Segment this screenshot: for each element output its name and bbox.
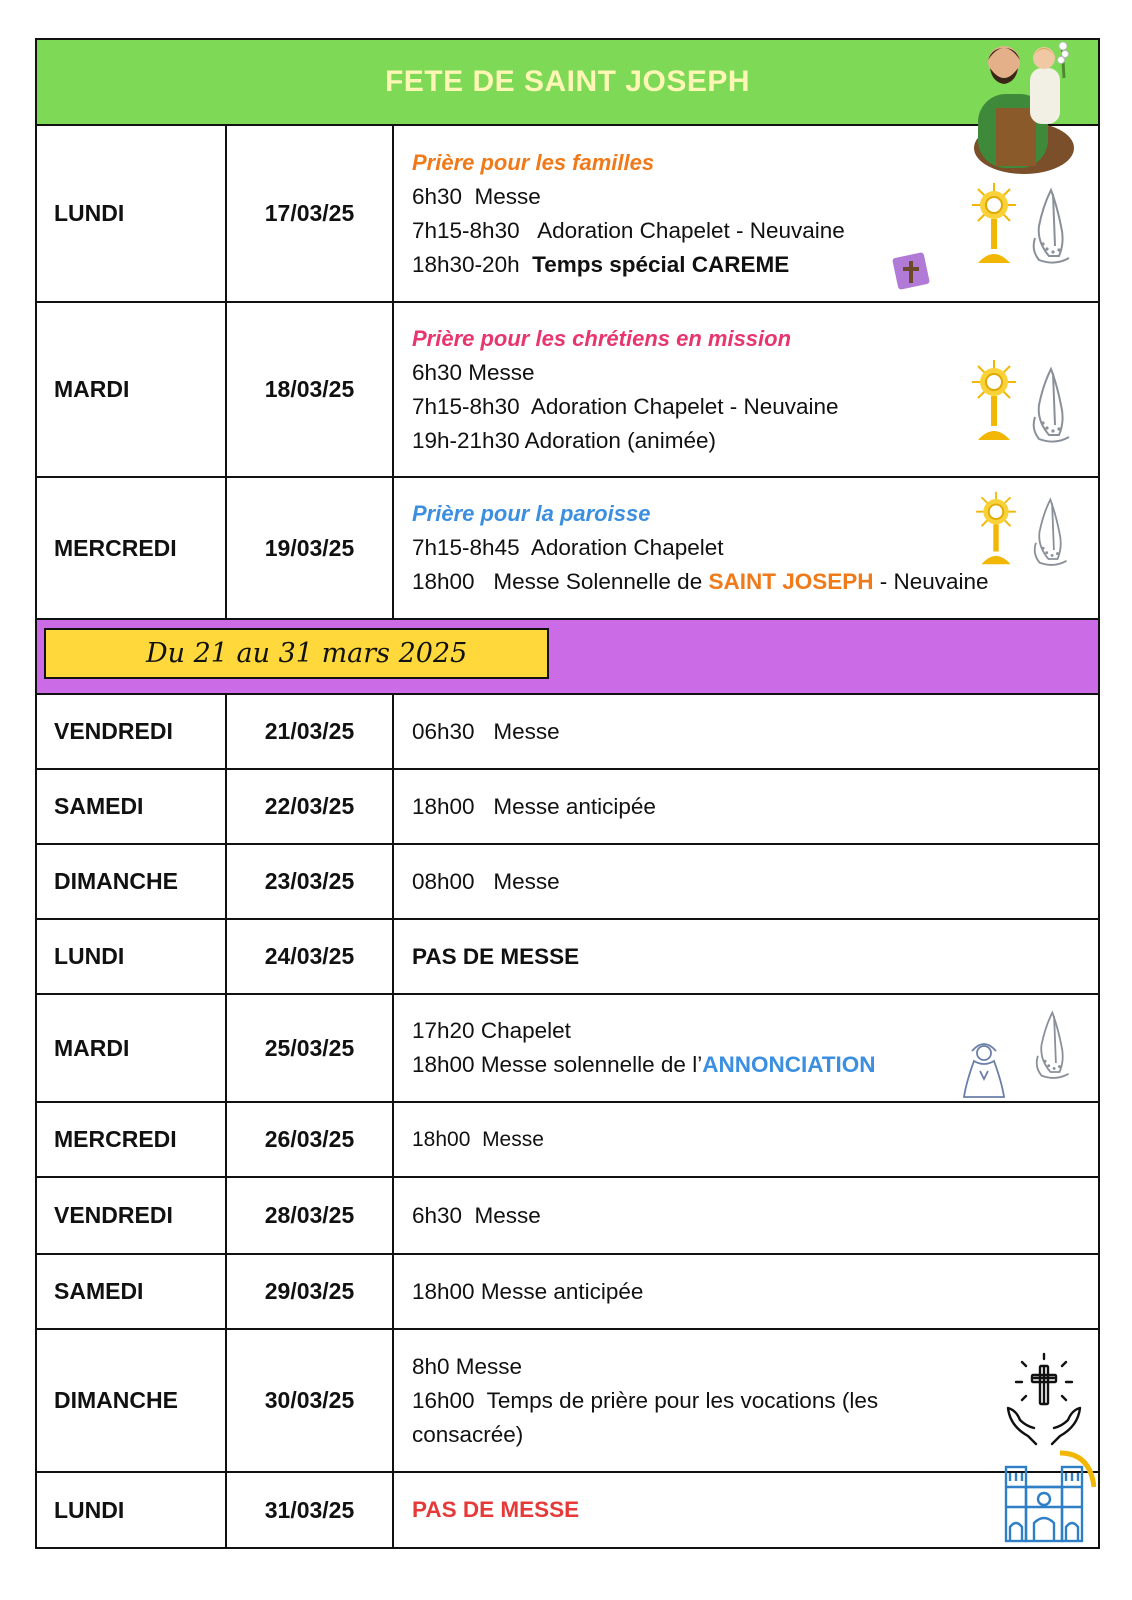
date-cell: 18/03/25 <box>226 302 393 477</box>
info-cell <box>393 694 1099 769</box>
schedule-line: 18h00 Messe anticipée <box>412 1278 644 1304</box>
schedule-row <box>36 1177 1099 1254</box>
day-cell: LUNDI <box>36 919 226 994</box>
info-cell <box>393 994 1099 1102</box>
info-cell <box>393 1254 1099 1329</box>
no-mass-label: PAS DE MESSE <box>412 1497 580 1522</box>
monstrance-icon <box>970 358 1018 442</box>
schedule-line: 19h-21h30 Adoration (animée) <box>412 427 716 453</box>
date-cell: 29/03/25 <box>226 1254 393 1329</box>
schedule-line: 7h15-8h30 Adoration Chapelet - Neuvaine <box>412 217 845 243</box>
day-cell: SAMEDI <box>36 1254 226 1329</box>
info-cell <box>393 1472 1099 1548</box>
schedule-line: 6h30 Messe <box>412 1202 541 1228</box>
schedule-time: 18h30-20h <box>412 251 520 277</box>
prayer-intention: Prière pour la paroisse <box>412 501 651 526</box>
day-cell: VENDREDI <box>36 694 226 769</box>
prayer-intention: Prière pour les familles <box>412 149 655 175</box>
info-cell <box>393 844 1099 919</box>
saint-joseph-highlight: SAINT JOSEPH <box>708 569 874 594</box>
schedule-line: 8h0 Messe <box>412 1353 523 1379</box>
date-cell: 21/03/25 <box>226 694 393 769</box>
date-cell: 28/03/25 <box>226 1177 393 1254</box>
schedule-row <box>36 1254 1099 1329</box>
cross-hands-icon <box>1002 1352 1086 1448</box>
day-cell: MARDI <box>36 302 226 477</box>
schedule-line: 6h30 Messe <box>412 359 535 385</box>
info-cell <box>393 1102 1099 1177</box>
info-cell <box>393 302 1099 477</box>
praying-hands-icon <box>1025 186 1083 266</box>
schedule-row <box>36 694 1099 769</box>
date-cell: 23/03/25 <box>226 844 393 919</box>
day-cell: VENDREDI <box>36 1177 226 1254</box>
date-cell: 30/03/25 <box>226 1329 393 1472</box>
monstrance-icon <box>970 181 1018 265</box>
no-mass-label: PAS DE MESSE <box>412 943 580 969</box>
date-cell: 31/03/25 <box>226 1472 393 1548</box>
virgin-mary-icon <box>958 1039 1010 1099</box>
day-cell: SAMEDI <box>36 769 226 844</box>
period-band-row <box>36 619 1099 694</box>
prayer-intention: Prière pour les chrétiens en mission <box>412 325 792 351</box>
date-cell: 26/03/25 <box>226 1102 393 1177</box>
schedule-row <box>36 769 1099 844</box>
schedule-row <box>36 844 1099 919</box>
info-cell <box>393 125 1099 302</box>
cathedral-icon <box>1000 1447 1096 1545</box>
info-cell <box>393 919 1099 994</box>
schedule-line: 18h00 Messe <box>412 1128 544 1151</box>
info-cell <box>393 1177 1099 1254</box>
date-cell: 24/03/25 <box>226 919 393 994</box>
day-cell: DIMANCHE <box>36 844 226 919</box>
day-cell: MERCREDI <box>36 477 226 619</box>
info-cell <box>393 477 1099 619</box>
schedule-line: 06h30 Messe <box>412 718 560 744</box>
day-cell: MARDI <box>36 994 226 1102</box>
date-cell: 19/03/25 <box>226 477 393 619</box>
title-cell <box>36 39 1099 125</box>
schedule-line: 6h30 Messe <box>412 183 541 209</box>
schedule-row <box>36 125 1099 302</box>
date-cell: 25/03/25 <box>226 994 393 1102</box>
page-title: FETE DE SAINT JOSEPH <box>384 65 751 98</box>
monstrance-icon <box>974 490 1018 566</box>
period-band <box>36 619 1099 694</box>
title-row <box>36 39 1099 125</box>
day-cell: LUNDI <box>36 125 226 302</box>
schedule-text: 18h00 Messe Solennelle de <box>412 569 709 594</box>
schedule-row <box>36 1329 1099 1472</box>
schedule-row <box>36 302 1099 477</box>
info-cell <box>393 1329 1099 1472</box>
day-cell: MERCREDI <box>36 1102 226 1177</box>
praying-hands-icon <box>1027 1009 1083 1081</box>
date-cell: 17/03/25 <box>226 125 393 302</box>
day-cell: DIMANCHE <box>36 1329 226 1472</box>
schedule-line: 7h15-8h30 Adoration Chapelet - Neuvaine <box>412 393 839 419</box>
schedule-line: 7h15-8h45 Adoration Chapelet <box>412 535 724 560</box>
schedule-line: 18h00 Messe anticipée <box>412 793 656 819</box>
schedule-sheet <box>35 38 1098 1549</box>
schedule-line <box>412 565 1080 599</box>
schedule-line: 08h00 Messe <box>412 868 560 894</box>
day-cell: LUNDI <box>36 1472 226 1548</box>
schedule-row <box>36 919 1099 994</box>
period-label: Du 21 au 31 mars 2025 <box>146 638 468 669</box>
date-cell: 22/03/25 <box>226 769 393 844</box>
schedule-row <box>36 1472 1099 1548</box>
schedule-row <box>36 994 1099 1102</box>
schedule-table <box>35 38 1100 1549</box>
info-cell <box>393 769 1099 844</box>
schedule-row <box>36 477 1099 619</box>
schedule-text: 18h00 Messe solennelle de l’ <box>412 1052 703 1077</box>
praying-hands-icon <box>1026 496 1080 568</box>
special-event-label: Temps spécial CAREME <box>532 251 790 277</box>
praying-hands-icon <box>1025 365 1083 445</box>
schedule-row <box>36 1102 1099 1177</box>
schedule-text: - Neuvaine <box>873 569 989 594</box>
schedule-line: 17h20 Chapelet <box>412 1018 571 1043</box>
annunciation-highlight: ANNONCIATION <box>702 1052 876 1077</box>
schedule-line: 16h00 Temps de prière pour les vocations (les consacrée) <box>412 1387 885 1447</box>
period-label-box <box>44 628 549 679</box>
lent-cross-icon <box>889 249 933 293</box>
